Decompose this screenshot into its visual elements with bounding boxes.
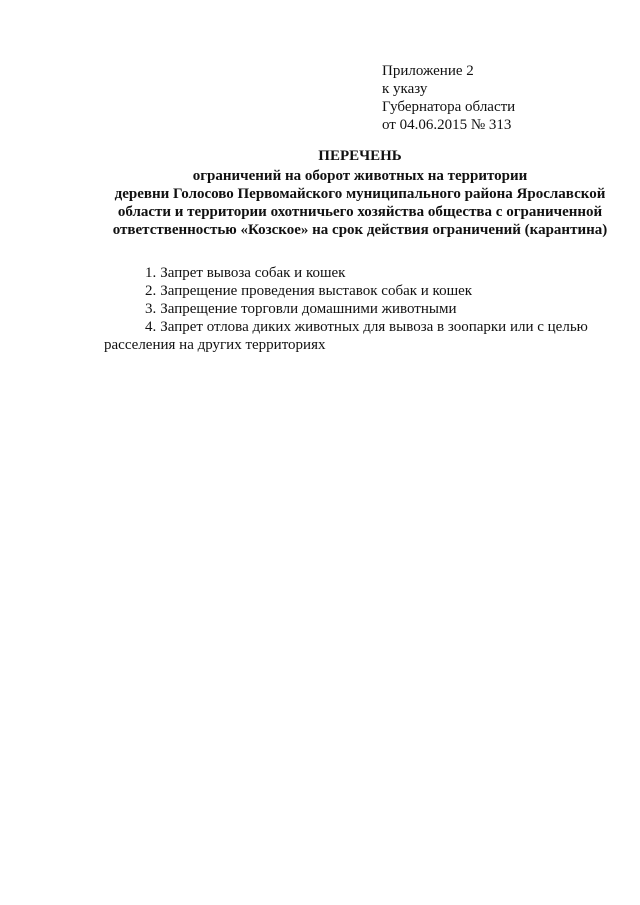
- restrictions-list: [104, 264, 614, 354]
- list-item-number: 2.: [145, 283, 157, 299]
- appendix-issuer: Губернатора области: [382, 99, 516, 115]
- list-item: [104, 300, 614, 318]
- list-item: [104, 264, 614, 282]
- list-item-number: 3.: [145, 301, 157, 317]
- list-item-text: Запрещение торговли домашними животными: [160, 301, 457, 317]
- appendix-block: [382, 62, 515, 134]
- title-line: ответственностью «Козское» на срок действия ограничений (карантина): [112, 222, 608, 238]
- list-item-number: 4.: [145, 319, 157, 335]
- title-line: деревни Голосово Первомайского муниципального района Ярославской: [114, 186, 606, 202]
- title-line: области и территории охотничьего хозяйства общества с ограниченной: [117, 204, 603, 220]
- appendix-decree-ref: к указу: [382, 81, 428, 97]
- list-item-text: Запрет вывоза собак и кошек: [160, 265, 346, 281]
- list-item-text: Запрет отлова диких животных для вывоза в зоопарки или с целью расселения на других территориях: [104, 319, 588, 353]
- list-item: [104, 282, 614, 300]
- appendix-date-number: от 04.06.2015 № 313: [382, 117, 512, 133]
- title-line: ограничений на оборот животных на территории: [192, 168, 528, 184]
- document-title: [100, 147, 620, 239]
- list-item-text: Запрещение проведения выставок собак и кошек: [160, 283, 473, 299]
- list-item: [104, 318, 614, 354]
- title-heading: ПЕРЕЧЕНЬ: [318, 148, 402, 164]
- appendix-label: Приложение 2: [382, 63, 474, 79]
- list-item-number: 1.: [145, 265, 157, 281]
